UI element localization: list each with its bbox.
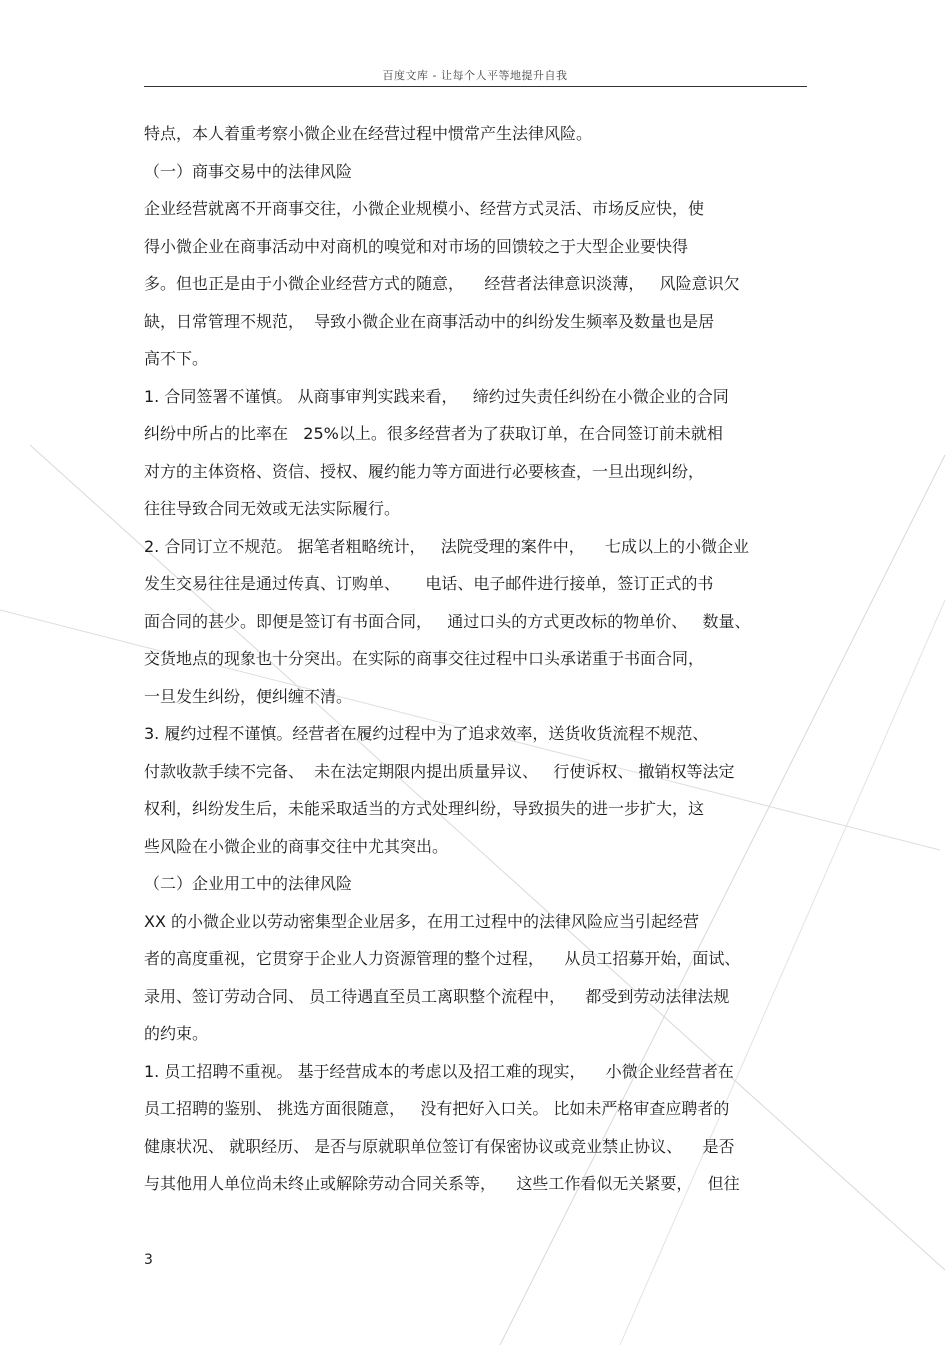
text-line: 1. 员工招聘不重视。 基于经营成本的考虑以及招工难的现实， 小微企业经营者在 [144, 1061, 734, 1081]
text-line: 得小微企业在商事活动中对商机的嗅觉和对市场的回馈较之于大型企业要快得 [144, 236, 689, 256]
text-line: （一）商事交易中的法律风险 [144, 161, 353, 181]
text-line: 与其他用人单位尚未终止或解除劳动合同关系等， 这些工作看似无关紧要， 但往 [144, 1174, 740, 1193]
text-line: XX 的小微企业以劳动密集型企业居多，在用工过程中的法律风险应当引起经营 [144, 911, 700, 931]
text-line: 纠纷中所占的比率在 25%以上。很多经营者为了获取订单，在合同签订前未就相 [144, 424, 723, 443]
page-number: 3 [144, 1252, 153, 1268]
text-line: 3. 履约过程不谨慎。经营者在履约过程中为了追求效率，送货收货流程不规范、 [144, 724, 709, 743]
text-line: 员工招聘的鉴别、 挑选方面很随意， 没有把好入口关。 比如未严格审查应聘者的 [144, 1099, 730, 1118]
text-line: 多。但也正是由于小微企业经营方式的随意， 经营者法律意识淡薄， 风险意识欠 [144, 274, 740, 293]
text-line: 缺，日常管理不规范， 导致小微企业在商事活动中的纠纷发生频率及数量也是居 [144, 311, 715, 331]
header-divider [144, 86, 807, 87]
text-line: 往往导致合同无效或无法实际履行。 [144, 499, 401, 518]
text-line: 付款收款手续不完备、 未在法定期限内提出质量异议、 行使诉权、 撤销权等法定 [144, 761, 735, 781]
text-line: 高不下。 [144, 349, 209, 368]
text-line: 交货地点的现象也十分突出。在实际的商事交往过程中口头承诺重于书面合同， [144, 649, 705, 668]
text-line: 权利，纠纷发生后，未能采取适当的方式处理纠纷，导致损失的进一步扩大，这 [144, 799, 705, 818]
text-line: 1. 合同签署不谨慎。 从商事审判实践来看， 缔约过失责任纠纷在小微企业的合同 [144, 386, 729, 406]
page-header: 百度文库 - 让每个人平等地提升自我 [382, 69, 568, 82]
text-line: 2. 合同订立不规范。 据笔者粗略统计， 法院受理的案件中， 七成以上的小微企业 [144, 536, 750, 556]
text-line: 特点，本人着重考察小微企业在经营过程中惯常产生法律风险。 [144, 124, 593, 143]
text-line: 企业经营就离不开商事交往，小微企业规模小、经营方式灵活、市场反应快，使 [144, 199, 705, 218]
text-line: （二）企业用工中的法律风险 [144, 874, 353, 893]
text-line: 的约束。 [144, 1024, 209, 1043]
text-line: 者的高度重视，它贯穿于企业人力资源管理的整个过程， 从员工招募开始，面试、 [144, 949, 741, 968]
text-line: 一旦发生纠纷，便纠缠不清。 [144, 686, 353, 706]
text-line: 些风险在小微企业的商事交往中尤其突出。 [144, 836, 449, 856]
text-line: 健康状况、 就职经历、 是否与原就职单位签订有保密协议或竞业禁止协议、 是否 [144, 1136, 735, 1156]
text-line: 对方的主体资格、资信、授权、履约能力等方面进行必要核查，一旦出现纠纷， [144, 461, 705, 481]
text-line: 面合同的甚少。即便是签订有书面合同， 通过口头的方式更改标的物单价、 数量、 [144, 611, 751, 631]
text-line: 录用、签订劳动合同、 员工待遇直至员工离职整个流程中， 都受到劳动法律法规 [144, 986, 730, 1006]
text-line: 发生交易往往是通过传真、订购单、 电话、电子邮件进行接单，签订正式的书 [144, 574, 714, 593]
